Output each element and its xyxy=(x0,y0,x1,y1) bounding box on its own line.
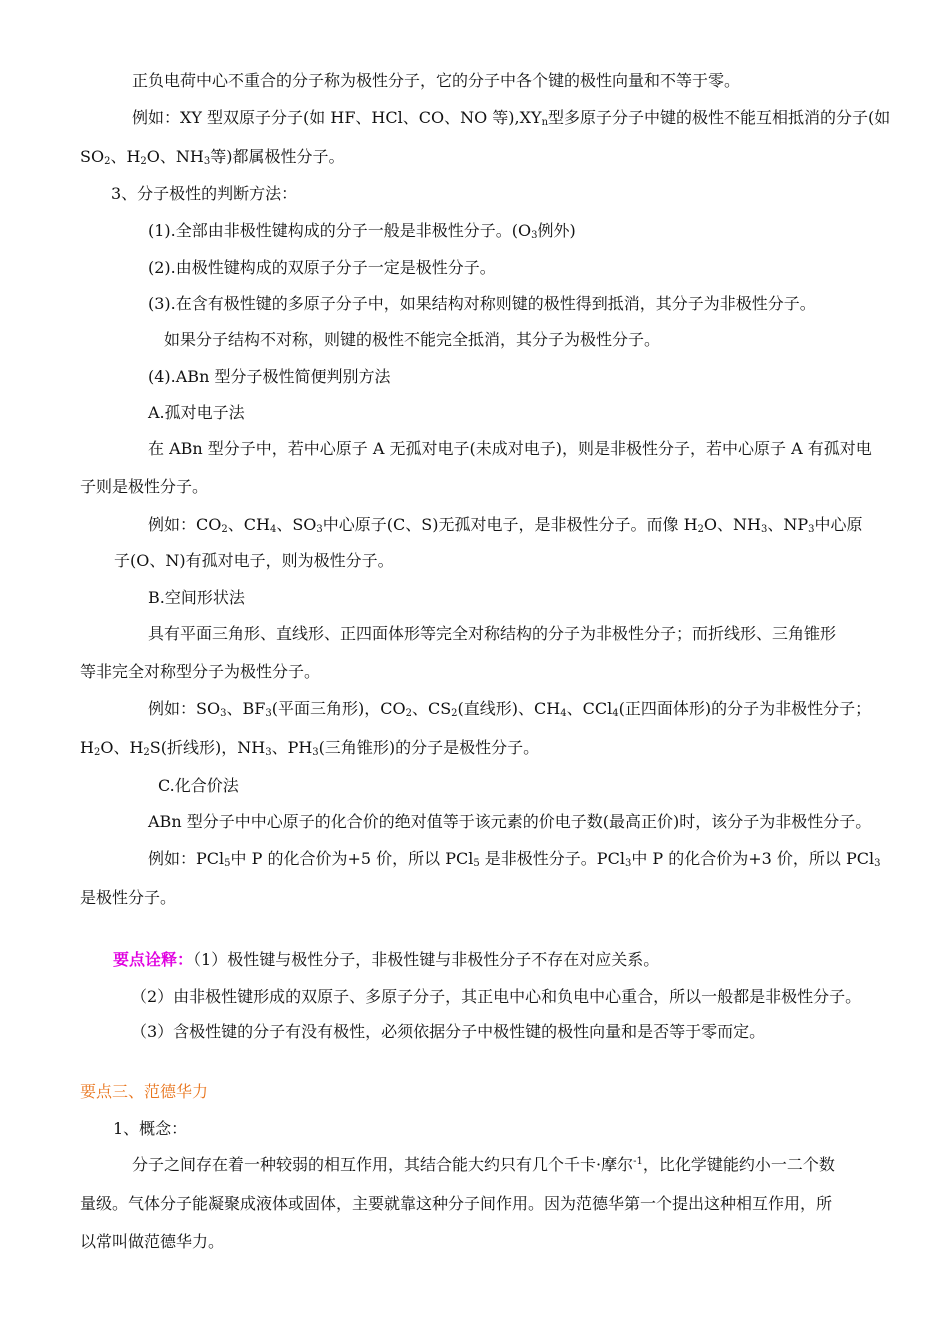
method-a-line1: 在 ABn 型分子中，若中心原子 A 无孤对电子(未成对电子)，则是非极性分子，若中心原子 A 有孤对电 xyxy=(148,439,872,458)
method-b-line1: 具有平面三角形、直线形、正四面体形等完全对称结构的分子为非极性分子；而折线形、三角锥形 xyxy=(148,624,837,643)
subscript: 5 xyxy=(224,858,231,869)
text-span: (平面三角形)，CO xyxy=(271,699,406,718)
text-span: 、CH xyxy=(227,515,270,534)
text-span: 例外) xyxy=(537,221,576,240)
text-span: SO xyxy=(80,147,105,166)
text-span: 中心原子(C、S)无孤对电子，是非极性分子。而像 H xyxy=(322,515,698,534)
subscript: 2 xyxy=(104,156,111,167)
key-point-1 xyxy=(113,949,659,971)
method-c-title: C.化合价法 xyxy=(158,776,239,795)
text-span: O、NH xyxy=(703,515,761,534)
text-span: (正四面体形)的分子为非极性分子； xyxy=(618,699,872,718)
item-2: (2).由极性键构成的双原子分子一定是极性分子。 xyxy=(148,258,496,277)
method-b-title: B.空间形状法 xyxy=(148,588,245,607)
text-span: (三角锥形)的分子是极性分子。 xyxy=(318,738,540,757)
subscript: 3 xyxy=(624,858,632,869)
text-span: ，比化学键能约小一二个数 xyxy=(642,1155,835,1174)
vdw-line1 xyxy=(132,1154,835,1176)
text-span: 型多原子分子中键的极性不能互相抵消的分子(如 xyxy=(548,108,891,127)
method-c-line1: ABn 型分子中中心原子的化合价的绝对值等于该元素的价电子数(最高正价)时，该分子为非极性分子。 xyxy=(148,812,872,831)
vdw-line2: 量级。气体分子能凝聚成液体或固体，主要就靠这种分子间作用。因为范德华第一个提出这种相互作用，所 xyxy=(80,1194,833,1213)
subscript: 3 xyxy=(531,230,538,241)
method-c-example-line2: 是极性分子。 xyxy=(80,888,177,907)
paragraph-example-line1 xyxy=(132,107,890,129)
text-span: 分子之间存在着一种较弱的相互作用，其结合能大约只有几个千卡·摩尔 xyxy=(132,1155,634,1174)
method-a-title: A.孤对电子法 xyxy=(148,403,245,422)
text-span: 是非极性分子。PCl xyxy=(479,849,625,868)
text-span: 例如：XY 型双原子分子(如 HF、HCl、CO、NO 等),XY xyxy=(132,108,542,127)
key-point-3: （3）含极性键的分子有没有极性，必须依据分子中极性键的极性向量和是否等于零而定。 xyxy=(131,1022,766,1041)
subscript: 3 xyxy=(808,524,815,535)
vdw-line3: 以常叫做范德华力。 xyxy=(80,1232,225,1251)
method-b-example-line1 xyxy=(148,698,871,720)
text-span: O、H xyxy=(100,738,144,757)
method-a-line2: 子则是极性分子。 xyxy=(80,477,209,496)
text-span: 中心原 xyxy=(814,515,863,534)
subscript: 2 xyxy=(697,524,704,535)
method-c-example-line1 xyxy=(148,848,881,870)
text-span: 、CCl xyxy=(566,699,613,718)
superscript: -1 xyxy=(633,1156,643,1167)
subscript: 3 xyxy=(203,156,211,167)
text-span: 、NP xyxy=(767,515,809,534)
text-span: 、CS xyxy=(411,699,452,718)
item-4: (4).ABn 型分子极性简便判别方法 xyxy=(148,367,391,386)
text-span: 例如：CO xyxy=(148,515,222,534)
text-span: (1).全部由非极性键构成的分子一般是非极性分子。(O xyxy=(148,221,532,240)
method-b-example-line2 xyxy=(80,737,539,759)
item-3-continued: 如果分子结构不对称，则键的极性不能完全抵消，其分子为极性分子。 xyxy=(164,330,661,349)
heading-judgement-method: 3、分子极性的判断方法： xyxy=(111,184,298,203)
text-span: 、SO xyxy=(276,515,317,534)
text-span: 中 P 的化合价为+5 价，所以 PCl xyxy=(230,849,474,868)
text-span: 例如：SO xyxy=(148,699,221,718)
paragraph-example-line2 xyxy=(80,146,345,168)
text-span: S(折线形)，NH xyxy=(149,738,266,757)
subscript: 4 xyxy=(269,524,277,535)
item-1 xyxy=(148,220,576,242)
subscript: 3 xyxy=(874,858,881,869)
key-point-2: （2）由非极性键形成的双原子、多原子分子，其正电中心和负电中心重合，所以一般都是非极性分子。 xyxy=(131,987,862,1006)
section-heading-van-der-waals: 要点三、范德华力 xyxy=(80,1082,209,1101)
subscript: 5 xyxy=(473,858,480,869)
subscript: 2 xyxy=(93,747,101,758)
text-span: （1）极性键与极性分子，非极性键与非极性分子不存在对应关系。 xyxy=(193,950,660,969)
text-span: 例如：PCl xyxy=(148,849,225,868)
subscript: 2 xyxy=(451,708,458,719)
text-span: 、PH xyxy=(271,738,313,757)
text-span: O、NH xyxy=(146,147,204,166)
text-span: 中 P 的化合价为+3 价，所以 PCl xyxy=(631,849,875,868)
subscript: 3 xyxy=(312,747,319,758)
subscript: 3 xyxy=(760,524,768,535)
method-a-example-line2: 子(O、N)有孤对电子，则为极性分子。 xyxy=(114,551,394,570)
method-b-line2: 等非完全对称型分子为极性分子。 xyxy=(80,662,321,681)
subscript: 3 xyxy=(265,747,272,758)
subscript: 2 xyxy=(405,708,412,719)
subscript: n xyxy=(541,117,549,128)
subscript: 2 xyxy=(221,524,228,535)
subscript: 3 xyxy=(265,708,272,719)
subscript: 3 xyxy=(220,708,227,719)
text-span: 、H xyxy=(110,147,141,166)
heading-concept: 1、概念： xyxy=(113,1119,188,1138)
subscript: 3 xyxy=(316,524,323,535)
item-3: (3).在含有极性键的多原子分子中，如果结构对称则键的极性得到抵消，其分子为非极性分子。 xyxy=(148,294,816,313)
method-a-example-line1 xyxy=(148,514,863,536)
subscript: 4 xyxy=(612,708,619,719)
key-point-label: 要点诠释： xyxy=(113,950,194,969)
text-span: H xyxy=(80,738,94,757)
subscript: 4 xyxy=(560,708,567,719)
subscript: 2 xyxy=(140,156,147,167)
text-span: (直线形)、CH xyxy=(457,699,561,718)
paragraph-polar-definition: 正负电荷中心不重合的分子称为极性分子，它的分子中各个键的极性向量和不等于零。 xyxy=(132,71,741,90)
text-span: 等)都属极性分子。 xyxy=(210,147,345,166)
subscript: 2 xyxy=(143,747,150,758)
text-span: 、BF xyxy=(226,699,266,718)
